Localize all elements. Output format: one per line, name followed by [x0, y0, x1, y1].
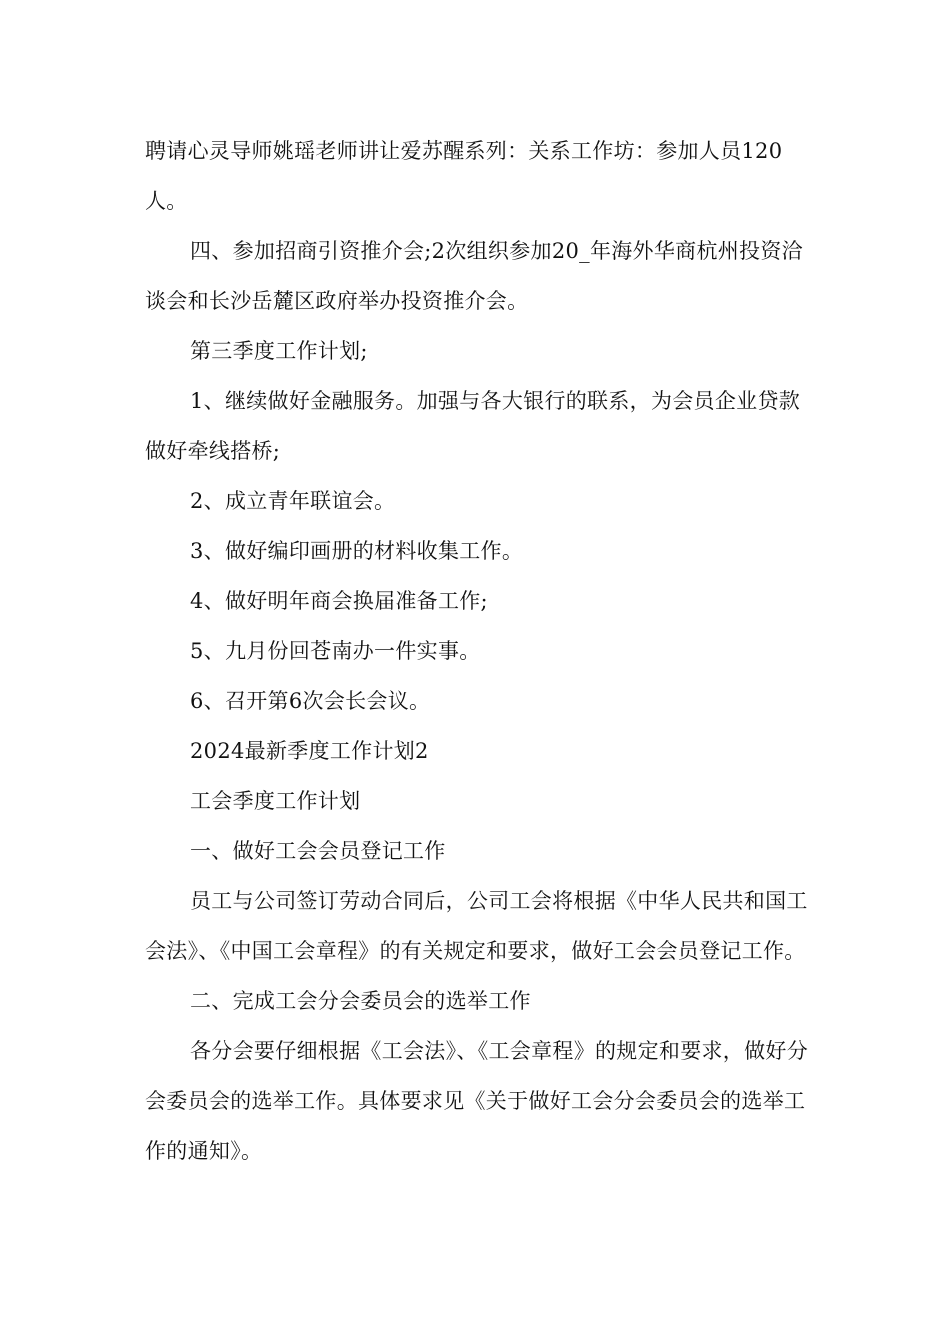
- heading-q3-plan: 第三季度工作计划;: [190, 339, 368, 363]
- heading-branch-election: 二、完成工会分会委员会的选举工作: [190, 989, 531, 1013]
- list-item-5: 5、九月份回苍南办一件实事。: [190, 639, 481, 663]
- heading-member-registration: 一、做好工会会员登记工作: [190, 839, 446, 863]
- list-item-2: 2、成立青年联谊会。: [190, 489, 396, 513]
- paragraph-branch-election: 各分会要仔细根据《工会法》、《工会章程》的规定和要求，做好分会委员会的选举工作。具体要求见《关于做好工会分会委员会的选举工作的通知》。: [145, 1039, 808, 1163]
- section-title-2024-plan: 2024最新季度工作计划2: [190, 739, 429, 763]
- document-body: [145, 126, 810, 1176]
- paragraph-workshop: 聘请心灵导师姚瑶老师讲让爱苏醒系列：关系工作坊：参加人员120人。: [145, 139, 783, 213]
- list-item-3: 3、做好编印画册的材料收集工作。: [190, 539, 524, 563]
- paragraph-member-registration: 员工与公司签订劳动合同后，公司工会将根据《中华人民共和国工会法》、《中国工会章程》的有关规定和要求，做好工会会员登记工作。: [145, 889, 808, 963]
- list-item-6: 6、召开第6次会长会议。: [190, 689, 431, 713]
- list-item-4: 4、做好明年商会换届准备工作;: [190, 589, 488, 613]
- heading-union-plan: 工会季度工作计划: [190, 789, 361, 813]
- paragraph-investment-fair: 四、参加招商引资推介会;2次组织参加20_年海外华商杭州投资洽谈会和长沙岳麓区政府举办投资推介会。: [145, 239, 803, 313]
- list-item-1: 1、继续做好金融服务。加强与各大银行的联系，为会员企业贷款做好牵线搭桥;: [145, 389, 801, 463]
